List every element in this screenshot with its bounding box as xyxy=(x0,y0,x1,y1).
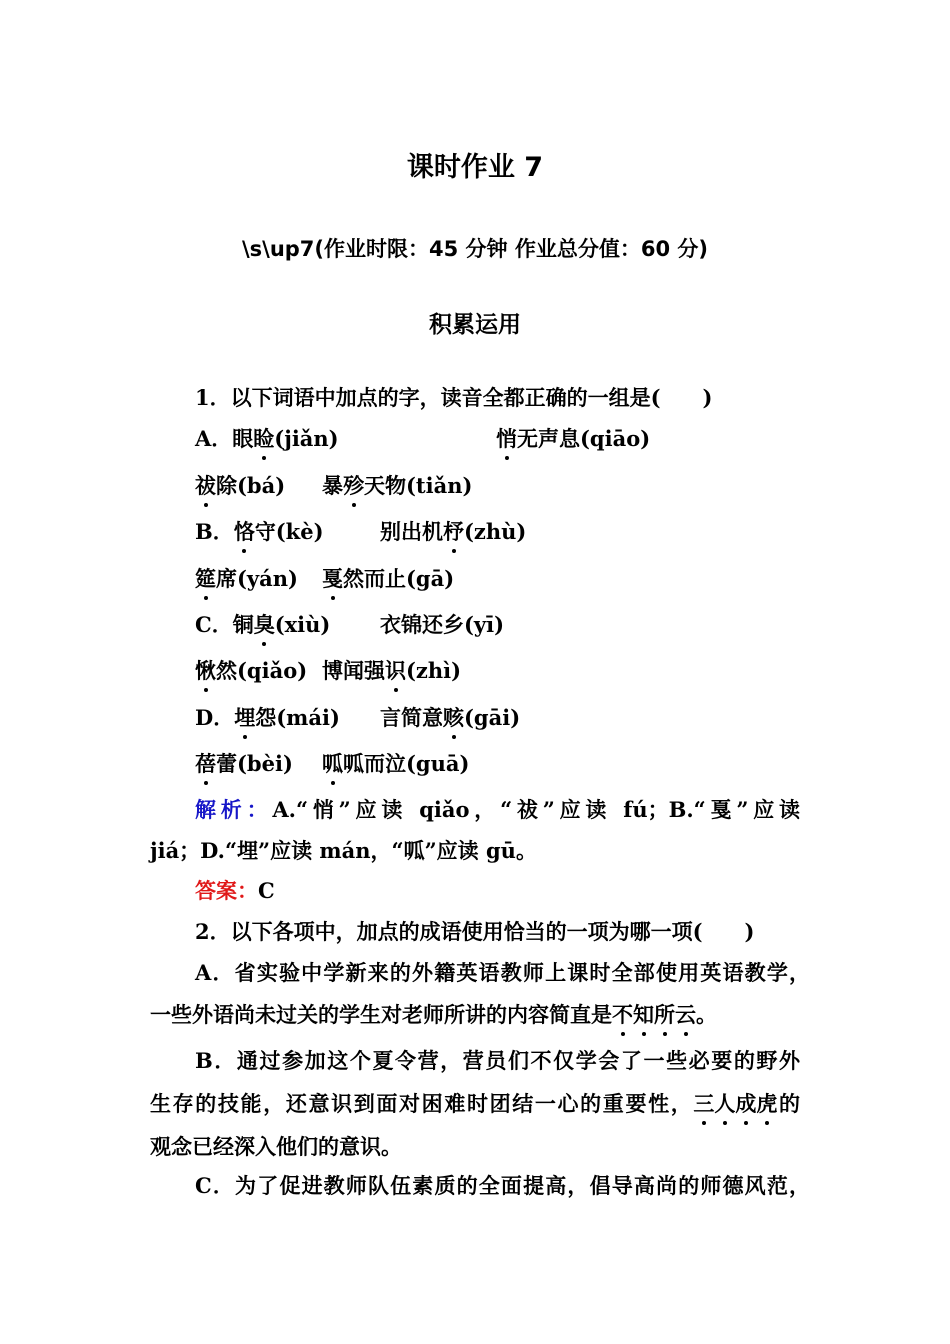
q1-analysis-line1: 解析：A.“悄”应读 qiǎo，“祓”应读 fú；B.“戛”应读 xyxy=(195,797,801,822)
q1-option-b4: 戛然而止(gā) xyxy=(322,566,455,591)
q1-option-c1: C．铜臭(xiù) xyxy=(195,612,331,637)
q2-option-a-line2: 一些外语尚未过关的学生对老师所讲的内容简直是不知所云。 xyxy=(150,1002,717,1027)
q2-stem: 2．以下各项中，加点的成语使用恰当的一项为哪一项( ) xyxy=(195,919,755,944)
q1-option-d4: 呱呱而泣(guā) xyxy=(322,751,470,776)
q1-option-b3: 筵席(yán) xyxy=(195,566,298,591)
q1-option-c3: 愀然(qiǎo) xyxy=(195,658,308,683)
q1-option-c2: 衣锦还乡(yī) xyxy=(380,612,505,637)
q1-answer: 答案：C xyxy=(195,878,275,903)
q1-option-d2: 言简意赅(gāi) xyxy=(380,705,521,730)
q2-option-a-line1: A．省实验中学新来的外籍英语教师上课时全部使用英语教学， xyxy=(195,960,810,985)
answer-label: 答案： xyxy=(195,879,258,903)
analysis-label: 解析： xyxy=(195,798,273,822)
q1-option-a1: A．眼睑(jiǎn) xyxy=(195,426,339,451)
q1-option-d3: 蓓蕾(bèi) xyxy=(195,751,293,776)
subtitle: \s\up7(作业时限：45 分钟 作业总分值：60 分) xyxy=(241,237,708,261)
q1-option-a3: 祓除(bá) xyxy=(195,473,286,498)
page-title: 课时作业 7 xyxy=(406,152,544,183)
section-heading: 积累运用 xyxy=(429,312,521,338)
q1-option-c4: 博闻强识(zhì) xyxy=(322,658,462,683)
q1-option-a2: 悄无声息(qiāo) xyxy=(496,426,651,451)
q1-option-d1: D．埋怨(mái) xyxy=(195,705,340,730)
q1-option-b2: 别出机杼(zhù) xyxy=(380,519,527,544)
q2-option-b-line1: B．通过参加这个夏令营，营员们不仅学会了一些必要的野外 xyxy=(195,1048,800,1073)
q2-option-c-line1: C．为了促进教师队伍素质的全面提高，倡导高尚的师德风范， xyxy=(195,1173,810,1198)
q1-stem: 1．以下词语中加点的字，读音全都正确的一组是( ) xyxy=(195,385,713,410)
q1-option-a4: 暴殄天物(tiǎn) xyxy=(322,473,473,498)
q1-analysis-line2: jiá；D.“埋”应读 mán，“呱”应读 gū。 xyxy=(150,838,537,863)
q2-option-b-line3: 观念已经深入他们的意识。 xyxy=(150,1134,402,1159)
q2-option-b-line2: 生存的技能，还意识到面对困难时团结一心的重要性，三人成虎的 xyxy=(150,1091,800,1116)
q1-option-b1: B．恪守(kè) xyxy=(195,519,324,544)
